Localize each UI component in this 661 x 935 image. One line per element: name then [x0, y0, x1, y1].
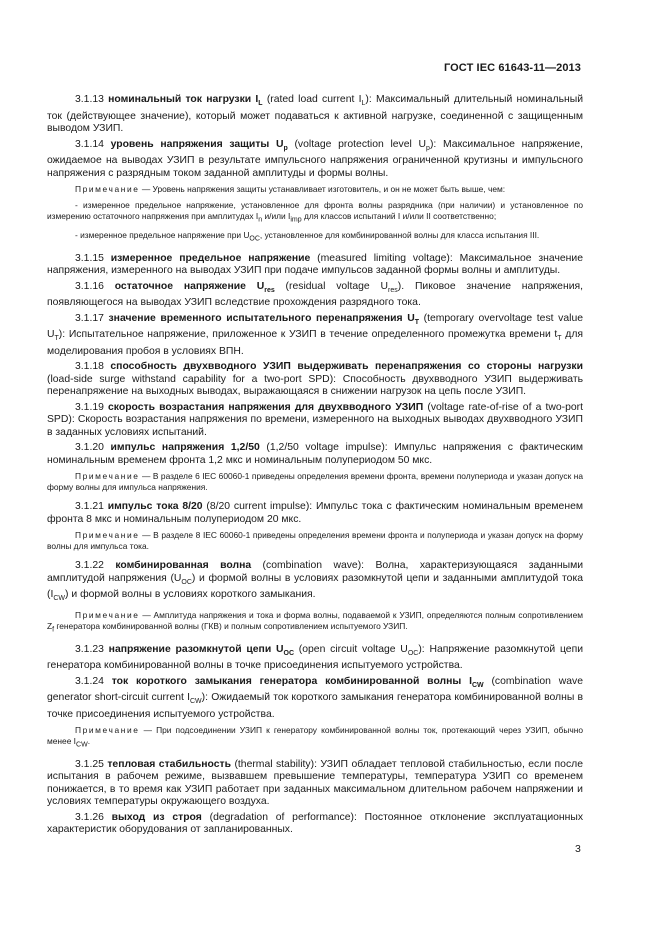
note-1: Примечание — Уровень напряжения защиты устанавливает изготовитель, и он не может быть выше, чем:	[75, 184, 506, 195]
definition-3-1-14: 3.1.14 уровень напряжения защиты $U_p$ (voltage protection level $U_p$): Максимальное напряжение, ожидаемое на выводах УЗИП в результате импульсного напряжения ограниченной крутизны и импульсного напряжения с разрядным током заданной амплитуды и формы волны.	[47, 138, 583, 179]
note-5: Примечание — При подсоединении УЗИП к генератору комбинированной волны ток, протекающий через УЗИП, обычно менее $I_{CW}$.	[47, 725, 584, 749]
note-1-item-a: - измеренное предельное напряжение, установленное для фронта волны разрядника (при наличии) и установленное по измерению остаточного напряжения при амплитудах $I_n$ и/или $I_{imp}$ для классов испытаний I и/или II соответственно;	[47, 200, 583, 224]
document-body	[47, 94, 583, 840]
standard-header: ГОСТ IEC 61643-11—2013	[443, 62, 581, 74]
definition-3-1-22: 3.1.22 комбинированная волна (combination wave): Волна, характеризующаяся заданными амплитудой напряжения $(U_{OC})$ и формой волны в условиях разомкнутой цепи и заданными амплитудой тока $(I_{CW})$ и формой волны в условиях короткого замыкания.	[47, 560, 584, 603]
definition-3-1-25: 3.1.25 тепловая стабильность (thermal stability): УЗИП обладает тепловой стабильностью, если после испытания в рабочем режиме, вызвавшем превышение температуры, температура УЗИП со временем понижается, в то время как УЗИП работает при заданных максимальном длительном рабочем напряжении и условиях температуры окружающего воздуха.	[47, 758, 583, 808]
definition-3-1-21: 3.1.21 импульс тока 8/20 (8/20 current impulse): Импульс тока с фактическим номинальным временем фронта 8 мкс и номинальным полупериодом 20 мкс.	[47, 501, 583, 525]
page-number: 3	[575, 843, 581, 855]
definition-3-1-24: 3.1.24 ток короткого замыкания генератора комбинированной волны $I_{CW}$ (combination wave generator short-circuit current $I_{CW}$): Ожидаемый ток короткого замыкания генератора комбинированной волны в точке присоединения испытуемого устройства.	[47, 675, 584, 720]
definition-3-1-19: 3.1.19 скорость возрастания напряжения для двухвводного УЗИП (voltage rate-of-rise of a two-port SPD): Скорость возрастания напряжения по времени, измеренного на выходных выводах двухвводного УЗИП в заданных условиях испытаний.	[47, 401, 583, 438]
note-2: Примечание — В разделе 6 IEC 60060-1 приведены определения времени фронта, времени полупериода и указан допуск на форму волны для импульса напряжения.	[47, 471, 584, 493]
definition-3-1-23: 3.1.23 напряжение разомкнутой цепи $U_{OC}$ (open circuit voltage $U_{OC}$): Напряжение разомкнутой цепи генератора комбинированной волны в точке присоединения испытуемого устройства.	[47, 643, 584, 672]
note-3: Примечание — В разделе 8 IEC 60060-1 приведены определения времени фронта и полупериода и указан допуск на форму волны для импульса тока.	[47, 530, 584, 552]
definition-3-1-20: 3.1.20 импульс напряжения 1,2/50 (1,2/50 voltage impulse): Импульс напряжения с фактическим номинальным временем фронта 1,2 мкс и номинальным полупериодом 50 мкс.	[47, 442, 584, 466]
definition-3-1-18: 3.1.18 способность двухвводного УЗИП выдерживать перенапряжения со стороны нагрузки (load-side surge withstand capability for a two-port SPD): Способность двухвводного УЗИП выдерживать перенапряжение на выходных выводах, выражающаяся в снижении нагрузок на цепь после УЗИП.	[47, 361, 583, 398]
definition-3-1-15: 3.1.15 измеренное предельное напряжение (measured limiting voltage): Максимальное значение напряжения, измеренного на выводах УЗИП при подаче импульсов заданной формы волны и амплитуды.	[47, 252, 583, 276]
definition-3-1-13: 3.1.13 номинальный ток нагрузки $I_L$ (rated load current $I_L$): Максимальный длительный номинальный ток (действующее значение), который может подаваться к активной нагрузке, соединенной с защищенным выводом УЗИП.	[47, 94, 584, 135]
definition-3-1-17: 3.1.17 значение временного испытательного перенапряжения $U_T$ (temporary overvoltage test value $U_T$): Испытательное напряжение, приложенное к УЗИП в течение определенного промежутка времени $t_T$ для моделирования пробоя в условиях ВПН.	[47, 312, 584, 357]
definition-3-1-16: 3.1.16 остаточное напряжение $U_{res}$ (residual voltage $U_{res}$). Пиковое значение напряжения, появляющегося на выводах УЗИП вследствие прохождения разрядного тока.	[47, 280, 584, 309]
note-4: Примечание — Амплитуда напряжения и тока и форма волны, подаваемой к УЗИП, определяются полным сопротивлением $Z_f$ генератора комбинированной волны (ГКВ) и полным сопротивлением испытуемого УЗИП.	[47, 609, 584, 634]
note-1-item-b: - измеренное предельное напряжение при $U_{OC}$, установленное для комбинированной волны для класса испытания III.	[75, 229, 540, 243]
definition-3-1-26: 3.1.26 выход из строя (degradation of performance): Постоянное отклонение эксплуатационных характеристик оборудования от запланированных.	[47, 811, 584, 836]
